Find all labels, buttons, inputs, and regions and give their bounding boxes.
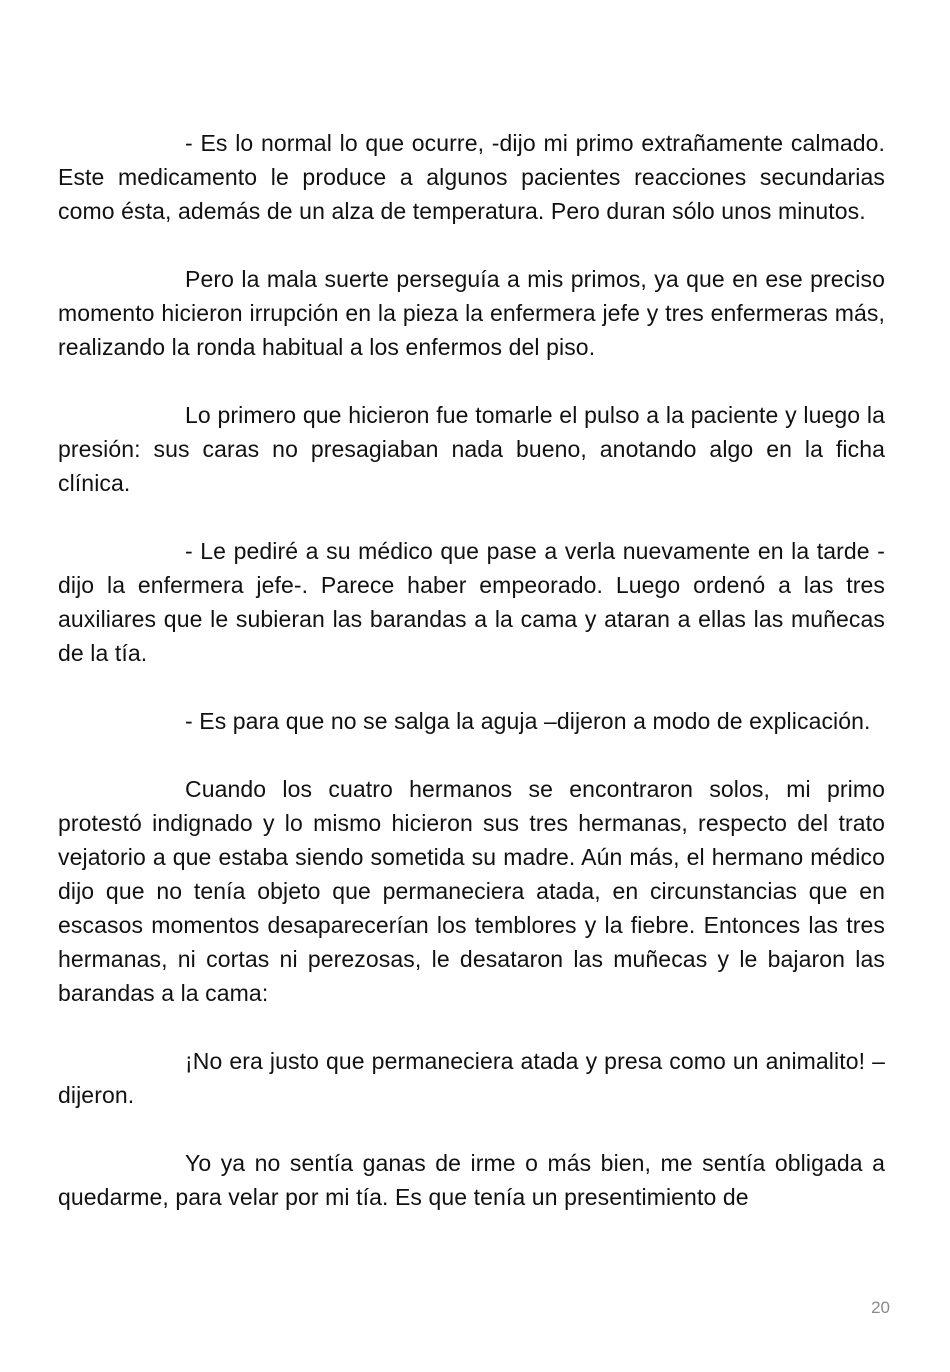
paragraph: - Es lo normal lo que ocurre, -dijo mi primo extrañamente calmado. Este medicamento le produce a algunos pacientes reacciones secundarias como ésta, además de un alza de temperatura. Pero duran sólo unos minutos. [58,130,885,224]
paragraph: ¡No era justo que permaneciera atada y presa como un animalito! –dijeron. [58,1048,885,1108]
paragraph: - Le pediré a su médico que pase a verla nuevamente en la tarde -dijo la enfermera jefe-. Parece haber empeorado. Luego ordenó a las tres auxiliares que le subieran las barandas a la cama y ataran a ellas las muñecas de la tía. [58,538,885,666]
paragraph: - Es para que no se salga la aguja –dijeron a modo de explicación. [185,708,871,734]
text-body [58,126,885,1248]
page-number: 20 [871,1298,890,1317]
paragraph: Pero la mala suerte perseguía a mis primos, ya que en ese preciso momento hicieron irrupción en la pieza la enfermera jefe y tres enfermeras más, realizando la ronda habitual a los enfermos del piso. [58,266,885,360]
paragraph: Lo primero que hicieron fue tomarle el pulso a la paciente y luego la presión: sus caras no presagiaban nada bueno, anotando algo en la ficha clínica. [58,402,885,496]
paragraph: Yo ya no sentía ganas de irme o más bien, me sentía obligada a quedarme, para velar por mi tía. Es que tenía un presentimiento de [58,1150,885,1210]
paragraph: Cuando los cuatro hermanos se encontraron solos, mi primo protestó indignado y lo mismo hicieron sus tres hermanas, respecto del trato vejatorio a que estaba siendo sometida su madre. Aún más, el hermano médico dijo que no tenía objeto que permaneciera atada, en circunstancias que en escasos momentos desaparecerían los temblores y la fiebre. Entonces las tres hermanas, ni cortas ni perezosas, le desataron las muñecas y le bajaron las barandas a la cama: [58,776,885,1006]
